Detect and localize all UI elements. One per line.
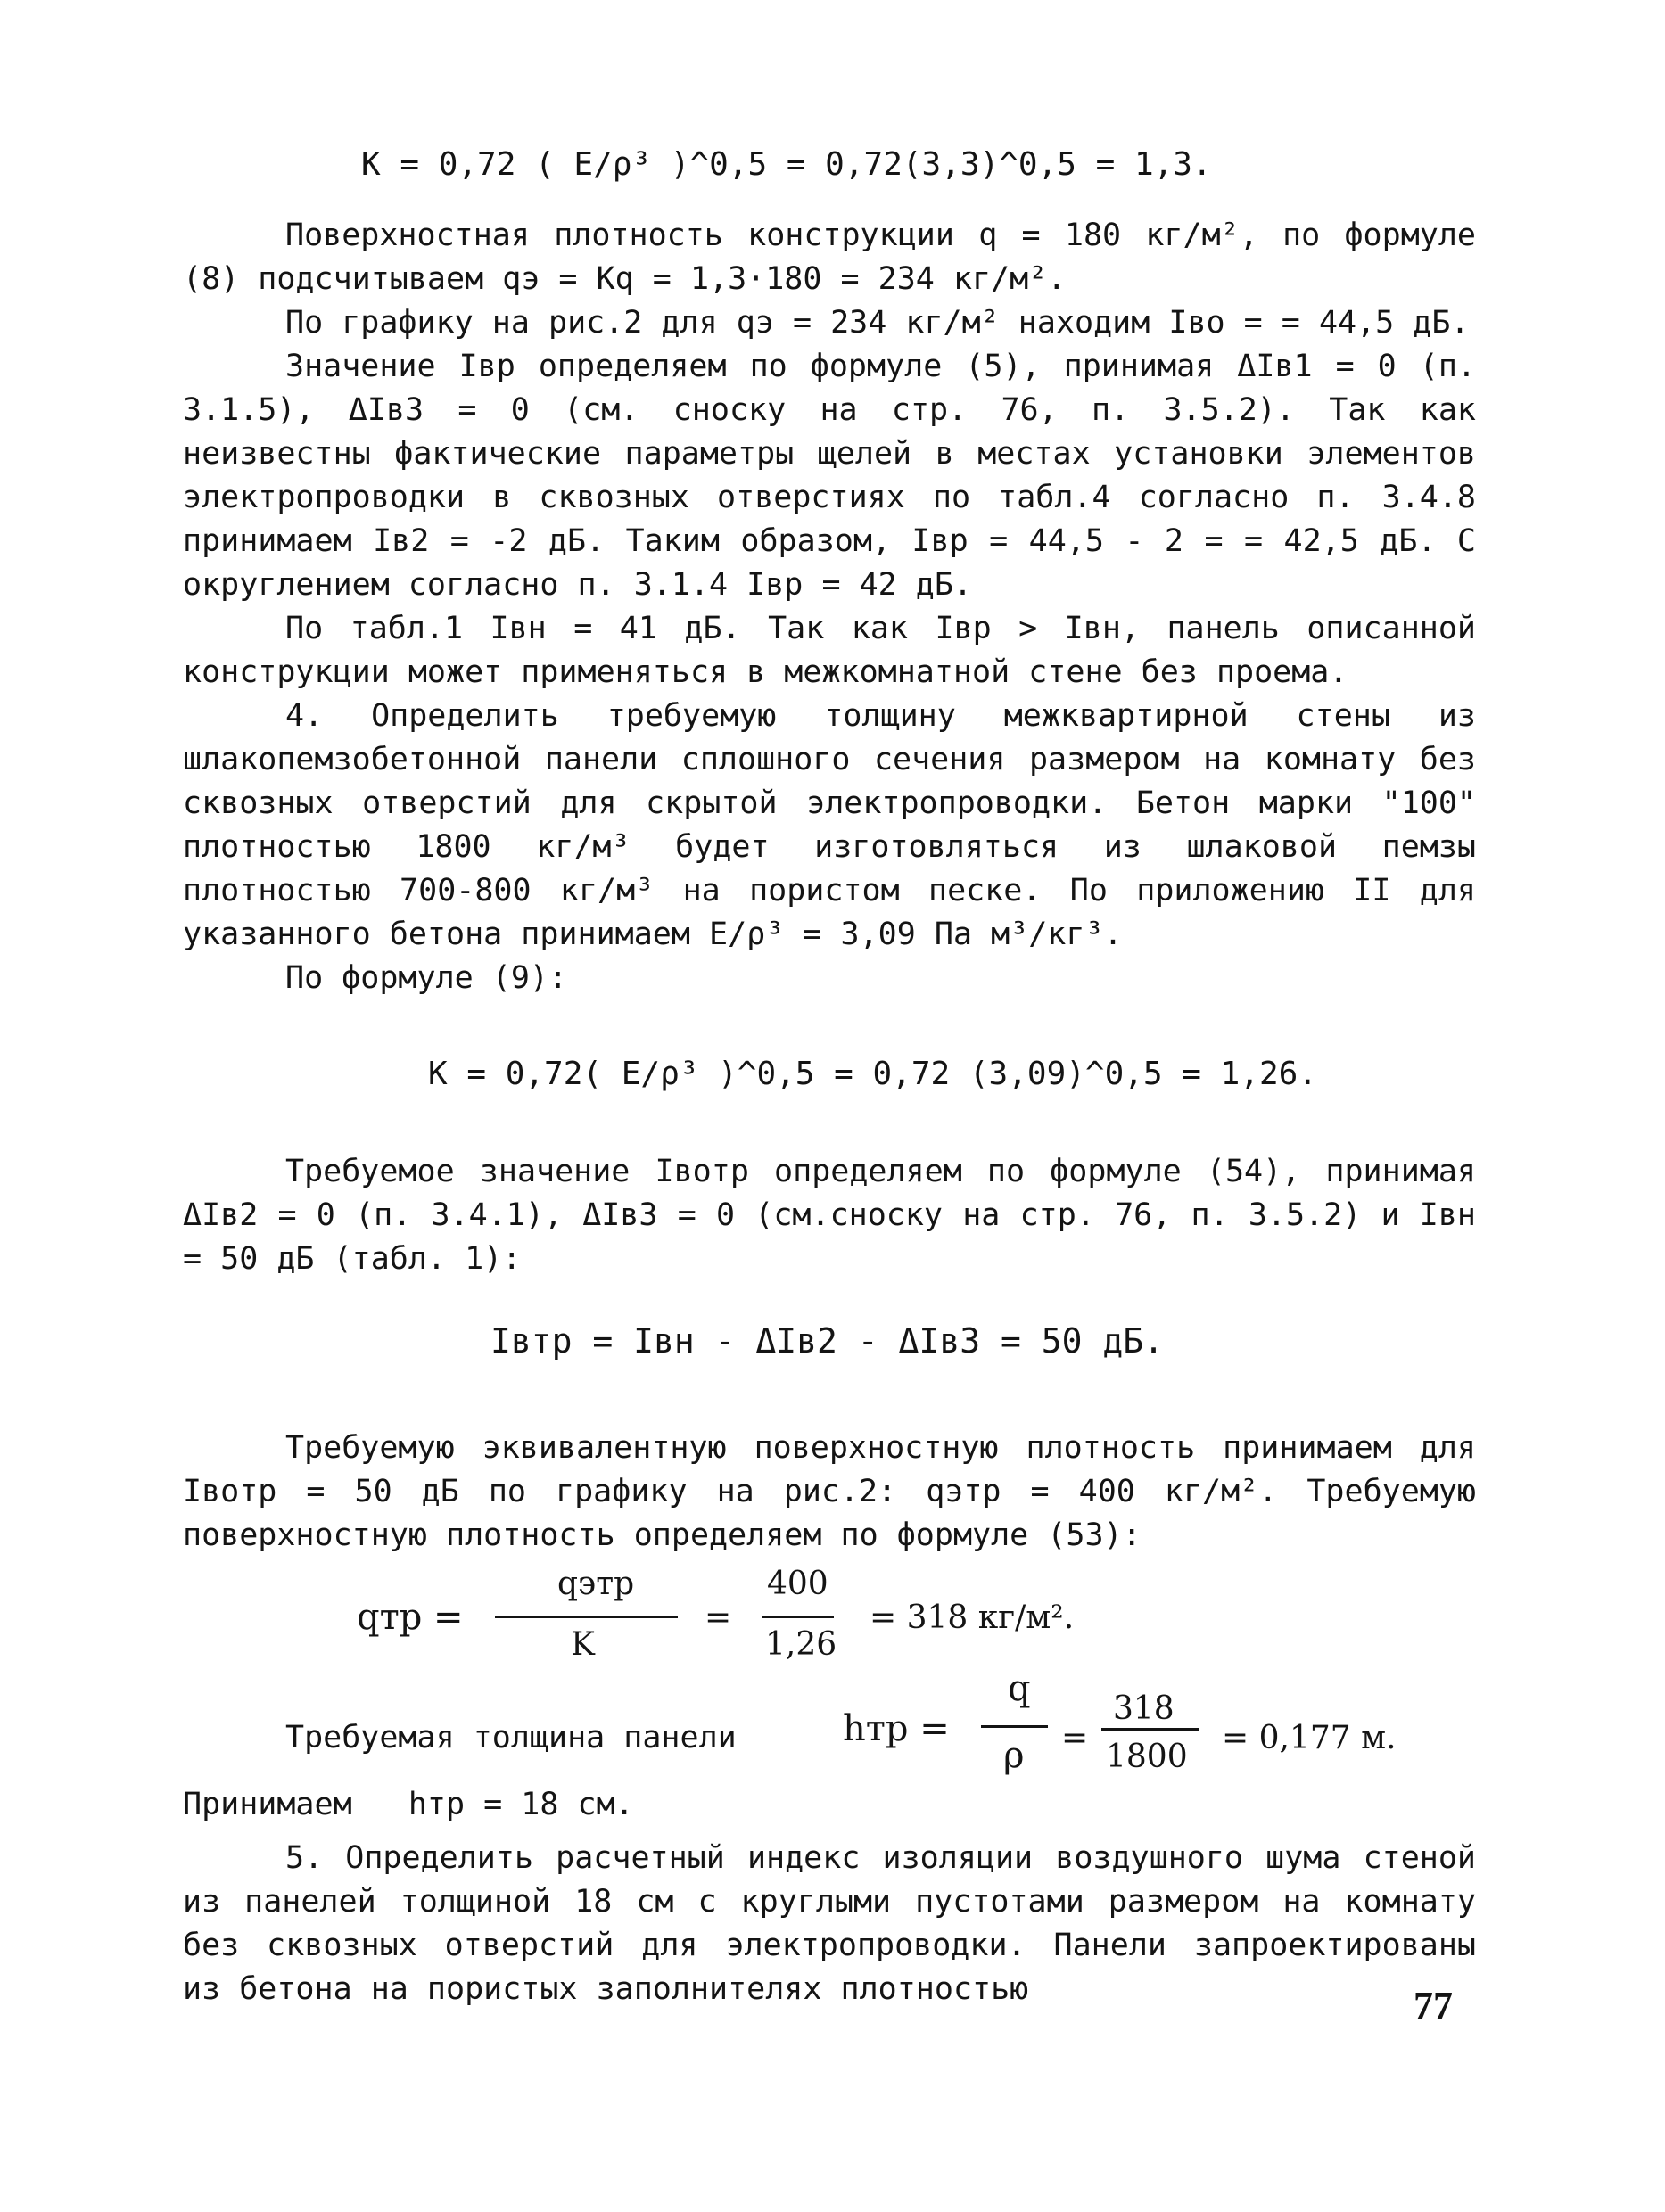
- text-block-3: [183, 1427, 1496, 1558]
- text-block-1: [183, 214, 1496, 1000]
- formula-h-eq: =: [1061, 1720, 1089, 1756]
- formula-h-num: q: [1008, 1668, 1031, 1709]
- formula-k-2: K = 0,72( E/ρ³ )^0,5 = 0,72 (3,09)^0,5 = 1,26.: [428, 1056, 1317, 1092]
- formula-qtr-num2: 400: [767, 1566, 828, 1602]
- fraction-line: [981, 1725, 1048, 1728]
- paragraph: По табл.1 Iвн = 41 дБ. Так как Iвр > Iвн, панель описанной конструкции может применяться в межкомнатной стене без проема.: [183, 611, 1496, 690]
- formula-h-rhs: = 0,177 м.: [1222, 1720, 1397, 1756]
- formula-qtr-num: qэтр: [557, 1566, 635, 1602]
- formula-h-num2: 318: [1113, 1690, 1175, 1727]
- text-block-2: [183, 1150, 1496, 1281]
- formula-h-den: ρ: [1003, 1735, 1025, 1776]
- paragraph: По формуле (9):: [285, 960, 568, 996]
- paragraph: Требуемое значение Iвотр определяем по формуле (54), принимая ΔIв2 = 0 (п. 3.4.1), ΔIв3 = 0 (см.сноску на стр. 76, п. 3.5.2) и Iвн = 50 дБ (табл. 1):: [183, 1154, 1496, 1277]
- fraction-line: [762, 1616, 834, 1618]
- text-block-4: [183, 1837, 1496, 2011]
- formula-k-1: K = 0,72 ( E/ρ³ )^0,5 = 0,72(3,3)^0,5 = 1,3.: [361, 146, 1212, 183]
- paragraph: Требуемую эквивалентную поверхностную плотность принимаем для Iвотр = 50 дБ по графику на рис.2: qэтр = 400 кг/м². Требуемую поверхностную плотность определяем по формуле (53):: [183, 1430, 1496, 1553]
- formula-qtr-lhs: qтр =: [357, 1597, 464, 1638]
- formula-qtr-den: K: [571, 1626, 595, 1663]
- formula-h-den2: 1800: [1106, 1739, 1188, 1775]
- formula-qtr-den2: 1,26: [765, 1626, 837, 1663]
- paragraph: 4. Определить требуемую толщину межквартирной стены из шлакопемзобетонной панели сплошного сечения размером на комнату без сквозных отверстий для скрытой электропроводки. Бетон марки "100" плотностью 1800 кг/м³ будет изготовляться из шлаковой пемзы плотностью 700-800 кг/м³ на пористом песке. По приложению II для указанного бетона принимаем E/ρ³ = 3,09 Па м³/кг³.: [183, 698, 1496, 952]
- paragraph: По графику на рис.2 для qэ = 234 кг/м² находим Iво = = 44,5 дБ.: [285, 305, 1470, 341]
- formula-h-label: Требуемая толщина панели: [285, 1720, 737, 1756]
- accept-line: Принимаем hтр = 18 см.: [183, 1787, 634, 1822]
- paragraph: 5. Определить расчетный индекс изоляции воздушного шума стеной из панелей толщиной 18 см с круглыми пустотами размером на комнату без сквозных отверстий для электропроводки. Панели запроектированы из бетона на пористых заполнителях плотностью: [183, 1840, 1496, 2007]
- formula-qtr-rhs: = 318 кг/м².: [870, 1599, 1075, 1636]
- paragraph: Значение Iвр определяем по формуле (5), принимая ΔIв1 = 0 (п. 3.1.5), ΔIв3 = 0 (см. сноску на стр. 76, п. 3.5.2). Так как неизвестны фактические параметры щелей в местах установки элементов электропроводки в сквозных отверстиях по табл.4 согласно п. 3.4.8 принимаем Iв2 = -2 дБ. Таким образом, Iвр = 44,5 - 2 = = 42,5 дБ. С округлением согласно п. 3.1.4 Iвр = 42 дБ.: [183, 349, 1496, 603]
- formula-qtr-eq: =: [705, 1599, 732, 1636]
- formula-itr: Iвтр = Iвн - ΔIв2 - ΔIв3 = 50 дБ.: [490, 1321, 1164, 1361]
- formula-h-lhs: hтр =: [843, 1708, 950, 1749]
- paragraph: Поверхностная плотность конструкции q = 180 кг/м², по формуле (8) подсчитываем qэ = Kq = 1,3·180 = 234 кг/м².: [183, 218, 1496, 297]
- fraction-line: [495, 1616, 678, 1618]
- fraction-line: [1101, 1728, 1199, 1731]
- page-number: 77: [1414, 1984, 1453, 2027]
